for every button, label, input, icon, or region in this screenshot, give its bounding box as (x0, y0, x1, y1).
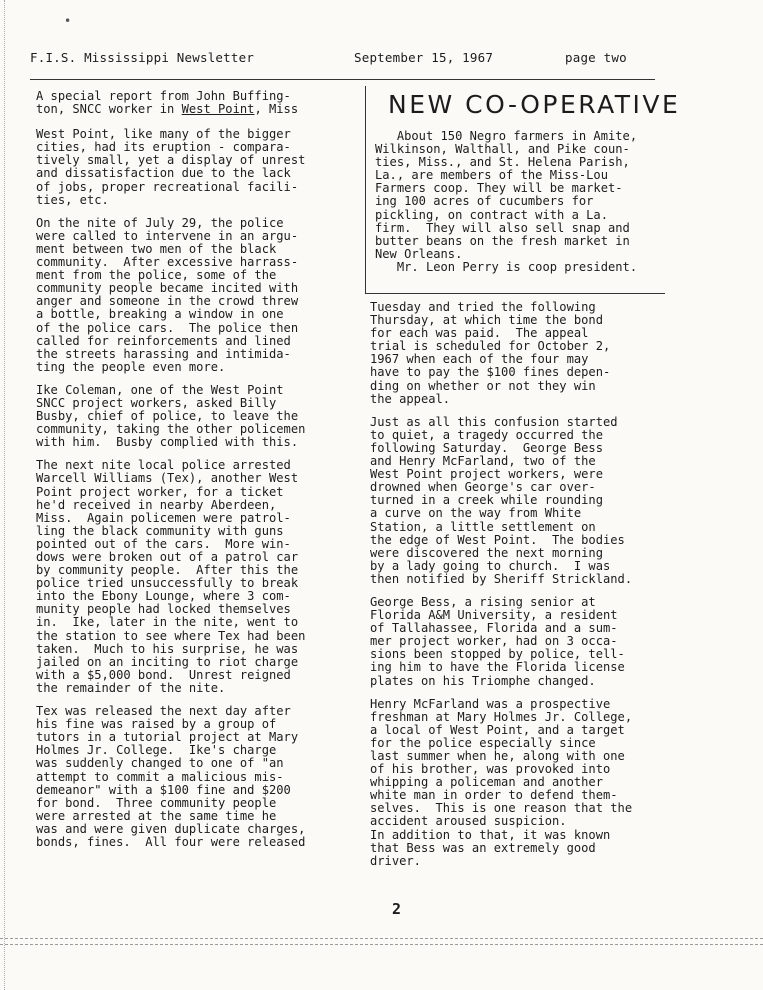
coop-line: ing 100 acres of cucumbers for (375, 194, 594, 209)
intro-line-2-post: , Miss (254, 102, 299, 117)
page-header (30, 50, 660, 72)
right-paragraph: George Bess, a rising senior at Florida A&M University, a resident of Tallahassee, Florida and a sum- mer project worker, had on 3 occa- sions been stopped by police, tell- ing him to have the Florida license plates on his Triomphe changed. (370, 594, 625, 688)
left-paragraph: West Point, like many of the bigger cities, had its eruption - compara- tively small, yet a display of unrest and dissatisfaction due to the lack of jobs, proper recreational facili- ties, etc. (36, 127, 306, 207)
coop-line: About 150 Negro farmers in Amite, (375, 129, 638, 143)
scan-dash-rule-1 (0, 938, 763, 939)
intro-line-2-pre: ton, SNCC worker in (36, 102, 182, 117)
intro-line-1: A special report from John Buffing- (36, 89, 291, 103)
scan-edge-rule (4, 0, 5, 990)
scan-speck: • (64, 14, 72, 28)
issue-date: September 15, 1967 (354, 50, 494, 65)
header-rule (30, 79, 655, 80)
coop-line: Mr. Leon Perry is coop president. (375, 259, 638, 274)
left-column (36, 90, 361, 859)
coop-line: La., are members of the Miss-Lou (375, 168, 608, 183)
right-column (370, 301, 670, 878)
box-left-border (365, 86, 366, 294)
coop-line: firm. They will also sell snap and (375, 220, 630, 235)
newsletter-title: F.I.S. Mississippi Newsletter (30, 50, 255, 65)
intro-location: West Point (181, 102, 255, 117)
coop-headline: NEW CO-OPERATIVE (388, 90, 681, 119)
coop-line: Farmers coop. They will be market- (375, 181, 623, 196)
left-paragraph: On the nite of July 29, the police were called to intervene in an argu- ment between two men of the black community. After excessive harrass- ment from the police, some of the community people became incited with anger and someone in the crowd threw a bottle, breaking a window in one of the police cars. The police then called for reinforcements and lined the streets harassing and intimida- ting the people even more. (36, 215, 299, 374)
coop-line: ties, Miss., and St. Helena Parish, (375, 155, 630, 170)
right-paragraph: Just as all this confusion started to quiet, a tragedy occurred the following Saturday. George Bess and Henry McFarland, two of the West Point project workers, were drowned when George's car over- turned in a creek while rounding a curve on the way from White Station, a little settlement on the edge of West Point. The bodies were discovered the next morning by a lady going to church. I was then notified by Sheriff Strickland. (370, 414, 633, 586)
right-paragraph: Henry McFarland was a prospective freshman at Mary Holmes Jr. College, a local of West Point, and a target for the police especially since last summer when he, along with one of his brother, was provoked into whipping a policeman and another white man in order to defend them- selves. This is one reason that the accident aroused suspicion. In addition to that, it was known that Bess was an extremely good driver. (370, 696, 633, 868)
page-number: 2 (392, 900, 402, 918)
page-label: page two (565, 50, 627, 65)
left-paragraph: The next nite local police arrested Warcell Williams (Tex), another West Point project worker, for a ticket he'd received in nearby Aberdeen, Miss. Again policemen were patrol- ling the black community with guns pointed out of the cars. More win- dows were broken out of a patrol car by community people. After this the police tried unsuccessfully to break into the Ebony Lounge, where 3 com- munity people had locked themselves in. Ike, later in the nite, went to the station to see where Tex had been taken. Much to his surprise, he was jailed on an inciting to riot charge with a $5,000 bond. Unrest reigned the remainder of the nite. (36, 458, 306, 695)
scan-dash-rule-2 (0, 944, 763, 945)
report-intro (36, 90, 361, 116)
right-paragraph: Tuesday and tried the following Thursday, at which time the bond for each was paid. The appeal trial is scheduled for October 2, 1967 when each of the four may have to pay the $100 fines depen- ding on whether or not they win the appeal. (370, 300, 611, 406)
box-bottom-border (365, 293, 665, 294)
coop-line: pickling, on contract with a La. (375, 207, 608, 222)
coop-article (375, 130, 665, 274)
left-paragraph: Tex was released the next day after his fine was raised by a group of tutors in a tutorial project at Mary Holmes Jr. College. Ike's charge was suddenly changed to one of "an attempt to commit a malicious mis- demeanor" with a $100 fine and $200 for bond. Three community people were arrested at the same time he was and were given duplicate charges, bonds, fines. All four were released (36, 704, 306, 849)
left-paragraph: Ike Coleman, one of the West Point SNCC project workers, asked Billy Busby, chief of police, to leave the community, taking the other policemen with him. Busby complied with this. (36, 382, 306, 450)
coop-line: New Orleans. (375, 246, 463, 261)
coop-line: butter beans on the fresh market in (375, 233, 630, 248)
coop-line: Wilkinson, Walthall, and Pike coun- (375, 142, 630, 157)
